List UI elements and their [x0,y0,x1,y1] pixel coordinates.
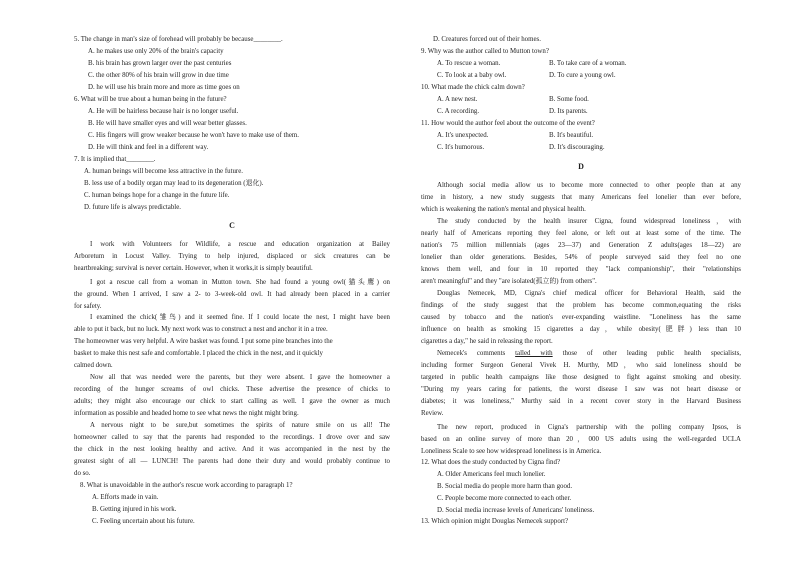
question-8-option-d: D. Creatures forced out of their homes. [433,36,541,43]
passage-d-line: influence on health as smoking 15 cigarettes a day，while obesity(肥胖) less than 10 [421,326,741,333]
passage-d-line: lonelier than older generations. Besides, 54% of people surveyed said they feel no one [421,254,741,261]
passage-d-line: The new report, produced in Cigna's partnership with the polling company Ipsos, is [437,424,741,431]
question-6-option-d: D. He will think and feel in a different way. [88,144,209,151]
passage-d-line: The study conducted by the health insurer Cigna, found widespread loneliness，with [437,218,741,225]
passage-d-line: Review. [421,410,444,417]
passage-d-line: "During my years caring for patients, the worst disease I saw was not heart disease or [421,386,741,393]
question-10-option-d: D. Its parents. [549,108,588,115]
passage-c-line: adults; they might also encourage our chick to start calling as well. I gave the owner as much [74,398,390,405]
question-5-option-b: B. his brain has grown larger over the past centuries [88,60,232,67]
question-12-option-d: D. Social media increase levels of Americans' loneliness. [437,507,595,514]
passage-d-line: caused by tobacco and the nation's ever-expanding waistline. "Loneliness has the same [421,314,741,321]
question-5-option-c: C. the other 80% of his brain will grow in due time [88,72,229,79]
passage-d-line: Although social media allow us to become more connected to other people than at any [437,182,741,189]
passage-c-line: greatest sight of all — LUNCH! The parents had done their duty and would probably continue to [74,458,390,465]
passage-d-line: Nemecek's comments talled with those of other leading public health specialists, [437,350,742,357]
question-7-option-b: B. less use of a bodily organ may lead to its degeneration (退化). [84,180,264,187]
question-7-option-c: C. human beings hope for a change in the future life. [84,192,230,199]
question-5-stem: 5. The change in man's size of forehead will probably be because________. [74,36,283,43]
question-11-option-a: A. It's unexpected. [437,132,489,139]
passage-c-line: Arboretum in Locust Valley. Trying to help injured, displaced or sick creatures can be [74,253,390,260]
passage-c-line: do so. [74,470,91,477]
question-5-option-d: D. he will use his brain more and more as time goes on [88,84,240,91]
question-9-option-b: B. To take care of a woman. [549,60,627,67]
passage-c-line: homeowner called to say that the parents had responded to the recordings. I drove over and saw [74,434,390,441]
question-12-option-c: C. People become more connected to each other. [437,495,572,502]
question-11-option-b: B. It's beautiful. [549,132,594,139]
question-12-option-b: B. Social media do people more harm than good. [437,483,573,490]
passage-d-line: nearly half of Americans reporting they feel alone, or left out at least some of the time. The [421,230,741,237]
question-10-option-b: B. Some food. [549,96,589,103]
question-13-stem: 13. Which opinion might Douglas Nemecek support? [421,518,569,525]
passage-d-line: Loneliness Scale to see how widespread loneliness is in America. [421,448,602,455]
passage-c-line: heartbreaking; survival is never certain. However, when it works,it is simply beautiful. [74,265,313,272]
question-10-stem: 10. What made the chick calm down? [421,84,525,91]
question-8-option-b: B. Getting injured in his work. [92,506,177,513]
question-10-option-c: C. A recording. [437,108,480,115]
section-d-heading: D [578,162,584,171]
question-7-stem: 7. It is implied that________. [74,156,156,163]
passage-c-line: the ground. When I arrived, I saw a 2- to 3-week-old owl. It had already been placed in a carrier [74,291,390,298]
question-9-option-a: A. To rescue a woman. [437,60,501,67]
passage-d-line: knows them well, and four in 10 reported they "lack companionship", their "relationships [421,266,741,273]
passage-d-line: findings of the study suggest that the problem has become common,equating the risks [421,302,741,309]
passage-c-line: the chick in the nest looking healthy and active. And it was accompanied in the nest by the [74,446,390,453]
passage-c-line: able to put it back, but no luck. My next work was to construct a nest and anchor it in a tree. [74,326,328,333]
passage-c-line: basket to make this nest safe and comfortable. I placed the chick in the nest, and it quickly [74,350,323,357]
passage-c-line: The homeowner was very helpful. A wire basket was found. I put some pine branches into the [74,338,333,345]
question-7-option-d: D. future life is always predictable. [84,204,182,211]
passage-c-line: A nervous night to be sure,but sometimes the spirits of nature smile on us all! The [90,422,390,429]
question-6-option-b: B. He will have smaller eyes and will wear better glasses. [88,120,247,127]
question-8-stem: 8. What is unavoidable in the author's rescue work according to paragraph 1? [80,482,293,489]
passage-d-line: which is weakening the nation's mental and physical health. [421,206,586,213]
passage-c-line: for safety. [74,303,102,310]
question-11-option-d: D. It's discouraging. [549,144,605,151]
question-6-option-a: A. He will be hairless because hair is no longer useful. [88,108,239,115]
passage-c-line: recording of the hunger screams of owl chicks. These advertise the presence of chicks to [74,386,390,393]
passage-d-line: Douglas Nemecek, MD, Cigna's chief medical officer for Behavioral Health, said the [437,290,741,297]
passage-d-line: diabetes; it was loneliness," Murthy said in a recent cover story in the Harvard Business [421,398,741,405]
question-12-option-a: A. Older Americans feel much lonelier. [437,471,546,478]
passage-c-line: I work with Volunteers for Wildlife, a rescue and education organization at Bailey [90,241,390,248]
passage-c-line: calmed down. [74,362,113,369]
passage-c-line: I got a rescue call from a woman in Mutton town. She had found a young owl(猫头鹰) on [90,279,390,286]
question-7-option-a: A. human beings will become less attractive in the future. [84,168,244,175]
question-6-option-c: C. His fingers will grow weaker because he won't have to make use of them. [88,132,299,139]
question-8-option-a: A. Efforts made in vain. [92,494,159,501]
question-12-stem: 12. What does the study conducted by Cigna find? [421,459,560,466]
passage-c-line: Now all that was needed were the parents, but they were absent. I gave the homeowner a [90,374,390,381]
underlined-phrase: talled with [515,350,553,357]
passage-c-line: information as possible and headed home to see what news the night might bring. [74,410,299,417]
question-11-stem: 11. How would the author feel about the outcome of the event? [421,120,595,127]
question-9-stem: 9. Why was the author called to Mutton town? [421,48,549,55]
passage-d-line: based on an online survey of more than 20，000 US adults using the well-regarded UCLA [421,436,741,443]
question-8-option-c: C. Feeling uncertain about his future. [92,518,195,525]
question-6-stem: 6. What will be true about a human being in the future? [74,96,227,103]
question-11-option-c: C. It's humorous. [437,144,485,151]
question-9-option-d: D. To cure a young owl. [549,72,616,79]
passage-d-line: including former Surgeon General Vivek H. Murthy, MD，who said loneliness should be [421,362,741,369]
question-5-option-a: A. he makes use only 20% of the brain's capacity [88,48,224,55]
passage-d-line: targeted in public health campaigns like those designed to fight against smoking and obesity. [421,374,741,381]
passage-d-line: time in history, a new study suggests that many Americans feel lonelier than ever before, [421,194,741,201]
question-9-option-c: C. To look at a baby owl. [437,72,507,79]
passage-d-line: nation's 75 million millennials (ages 23—37) and Generation Z adults(ages 18—22) are [421,242,741,249]
section-c-heading: C [229,221,235,230]
question-10-option-a: A. A new nest. [437,96,478,103]
passage-d-line: cigarettes a day," he said in releasing the report. [421,338,553,345]
passage-d-line: aren't meaningful" and they "are isolated(孤立的) from others". [421,278,597,285]
passage-c-line: I examined the chick(雏鸟) and it seemed fine. If I could locate the nest, I might have been [90,314,390,321]
